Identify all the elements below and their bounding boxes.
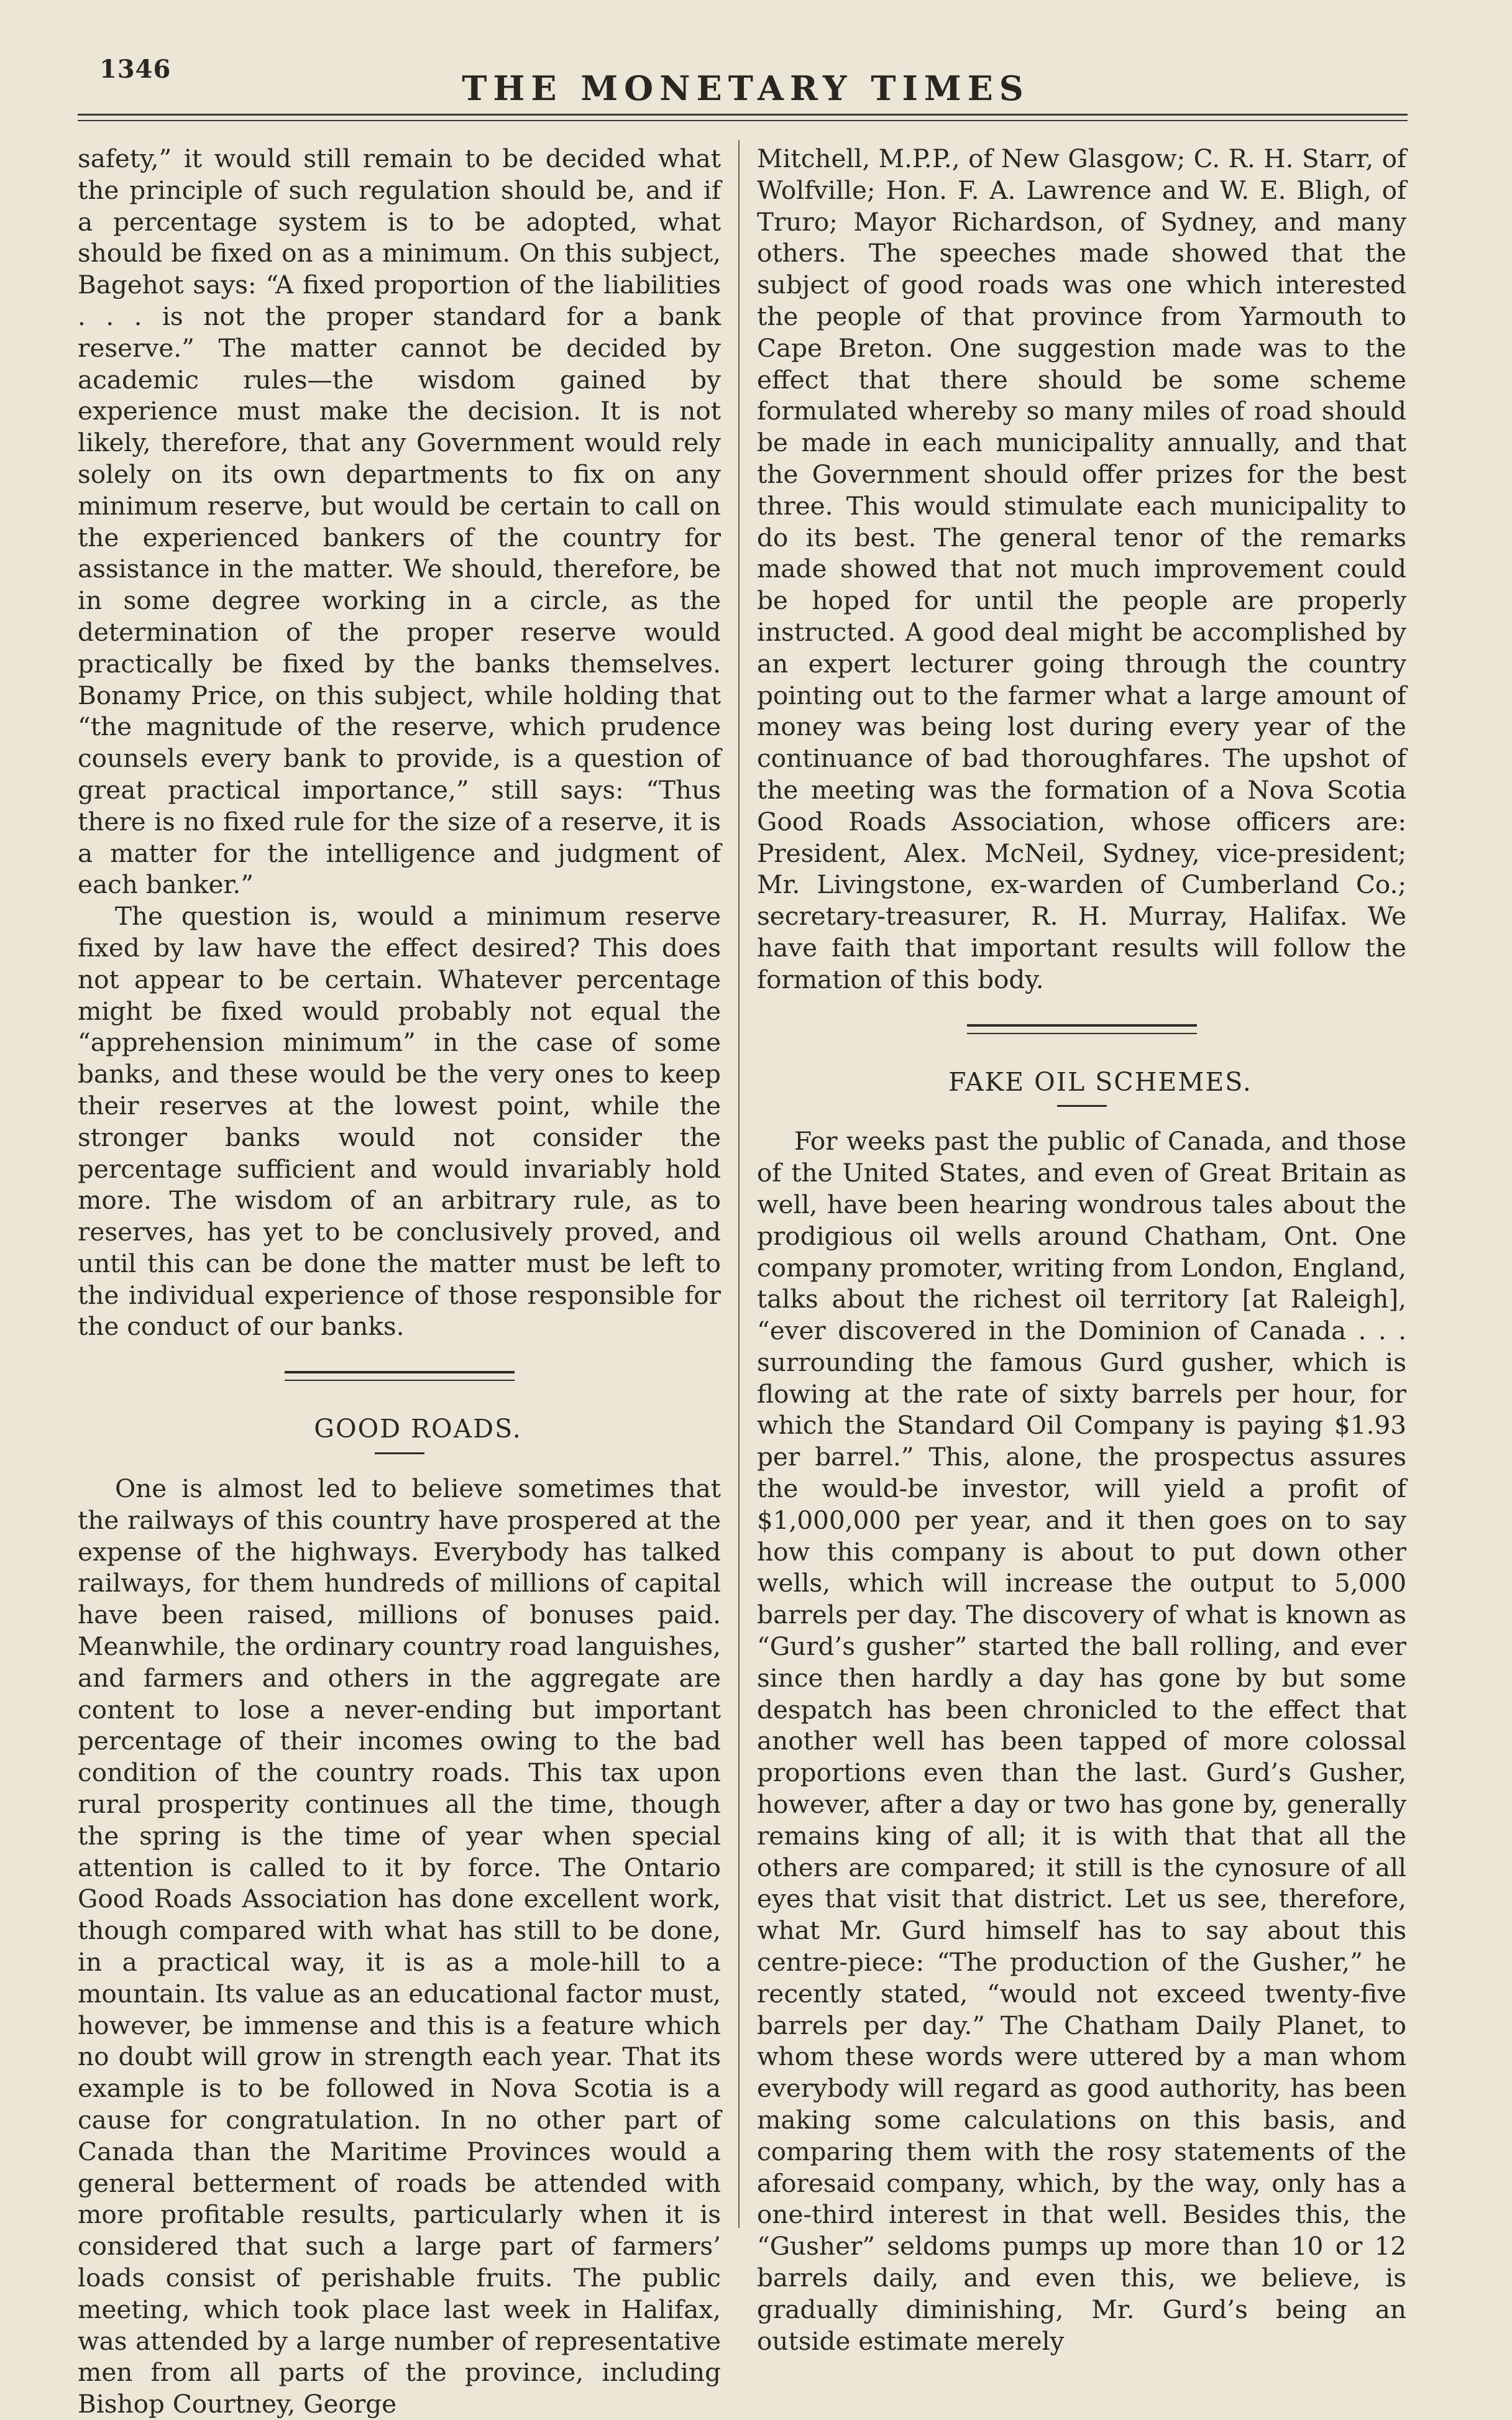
header-rule-bottom [78,120,1408,121]
page-number: 1346 [99,55,172,84]
section-separator [967,1024,1197,1034]
article-paragraph: One is almost led to believe sometimes that the railways of this country have prospered at the expense of the highways. Everybody has talked railways, for them hundreds of millions of capital have been raised, millions of bonuses paid. Meanwhile, the ordinary country road languishes, and farmers and others in the aggregate are content to lose a never-ending but important percentage of their incomes owing to the bad condition of the country roads. This tax upon rural prosperity continues all the time, though the spring is the time of year when special attention is called to it by force. The Ontario Good Roads Association has done excellent work, though compared with what has still to be done, in a practical way, it is as a mole-hill to a mountain. Its value as an educational factor must, however, be immense and this is a feature which no doubt will grow in strength each year. That its example is to be followed in Nova Scotia is a cause for congratulation. In no other part of Canada than the Maritime Provinces would a general betterment of roads be attended with more profitable results, particularly when it is considered that such a large part of farmers’ loads consist of perishable fruits. The public meeting, which took place last week in Halifax, was attended by a large number of representative men from all parts of the province, including Bishop Courtney, George [78,1474,721,2419]
section-heading-fake-oil-schemes: FAKE OIL SCHEMES. [948,1066,1252,1097]
article-paragraph: Mitchell, M.P.P., of New Glasgow; C. R. H. Starr, of Wolfville; Hon. F. A. Lawrence and W. E. Bligh, of Truro; Mayor Richardson, of Sydney, and many others. The speeches made showed that the subject of good roads was one which interested the people of that province from Yarmouth to Cape Breton. One suggestion made was to the effect that there should be some scheme formulated whereby so many miles of road should be made in each municipality annually, and that the Government should offer prizes for the best three. This would stimulate each municipality to do its best. The general tenor of the remarks made showed that not much improvement could be hoped for until the people are properly instructed. A good deal might be accomplished by an expert lecturer going through the country pointing out to the farmer what a large amount of money was being lost during every year of the continuance of bad thoroughfares. The upshot of the meeting was the formation of a Nova Scotia Good Roads Association, whose officers are: President, Alex. McNeil, Sydney, vice-president; Mr. Livingstone, ex-warden of Cumberland Co.; secretary-treasurer, R. H. Murray, Halifax. We have faith that important results will follow the formation of this body. [757,144,1406,994]
header-rule-top [78,114,1408,116]
heading-underline [1057,1105,1107,1107]
section-heading-good-roads: GOOD ROADS. [314,1414,522,1444]
left-column [78,143,721,2419]
section-separator [285,1371,515,1381]
heading-underline [375,1452,424,1454]
article-paragraph: For weeks past the public of Canada, and those of the United States, and even of Great Britain as well, have been hearing wondrous tales about the prodigious oil wells around Chatham, Ont. One company promoter, writing from London, England, talks about the richest oil territory [at Raleigh], “ever discovered in the Dominion of Canada . . . surrounding the famous Gurd gusher, which is flowing at the rate of sixty barrels per hour, for which the Standard Oil Company is paying $1.93 per barrel.” This, alone, the prospectus assures the would-be investor, will yield a profit of $1,000,000 per year, and it then goes on to say how this company is about to put down other wells, which will increase the output to 5,000 barrels per day. The discovery of what is known as “Gurd’s gusher” started the ball rolling, and ever since then hardly a day has gone by but some despatch has been chronicled to the effect that another well has been tapped of more colossal proportions even than the last. Gurd’s Gusher, however, after a day or two has gone by, generally remains king of all; it is with that that all the others are compared; it still is the cynosure of all eyes that visit that district. Let us see, therefore, what Mr. Gurd himself has to say about this centre-piece: “The production of the Gusher,” he recently stated, “would not exceed twenty-five barrels per day.” The Chatham Daily Planet, to whom these words were uttered by a man whom everybody will regard as good authority, has been making some calculations on this basis, and comparing them with the rosy statements of the aforesaid company, which, by the way, only has a one-third interest in that well. Besides this, the “Gusher” seldoms pumps up more than 10 or 12 barrels daily, and even this, we believe, is gradually diminishing, Mr. Gurd’s being an outside estimate merely [757,1126,1406,2356]
right-column [757,143,1406,2356]
article-paragraph: The question is, would a minimum reserve fixed by law have the effect desired? This does not appear to be certain. Whatever percentage might be fixed would probably not equal the “apprehension minimum” in the case of some banks, and these would be the very ones to keep their reserves at the lowest point, while the stronger banks would not consider the percentage sufficient and would invariably hold more. The wisdom of an arbitrary rule, as to reserves, has yet to be conclusively proved, and until this can be done the matter must be left to the individual experience of those responsible for the conduct of our banks. [78,901,721,1342]
column-divider [738,140,740,2228]
masthead-title: THE MONETARY TIMES [462,68,1030,108]
article-paragraph: safety,” it would still remain to be decided what the principle of such regulation should be, and if a percentage system is to be adopted, what should be fixed on as a minimum. On this subject, Bagehot says: “A fixed proportion of the liabilities . . . is not the proper standard for a bank reserve.” The matter cannot be decided by academic rules—the wisdom gained by experience must make the decision. It is not likely, therefore, that any Government would rely solely on its own departments to fix on any minimum reserve, but would be certain to call on the experienced bankers of the country for assistance in the matter. We should, therefore, be in some degree working in a circle, as the determination of the proper reserve would practically be fixed by the banks themselves. Bonamy Price, on this subject, while holding that “the magnitude of the reserve, which prudence counsels every bank to provide, is a question of great practical importance,” still says: “Thus there is no fixed rule for the size of a reserve, it is a matter for the intelligence and judgment of each banker.” [78,144,721,900]
